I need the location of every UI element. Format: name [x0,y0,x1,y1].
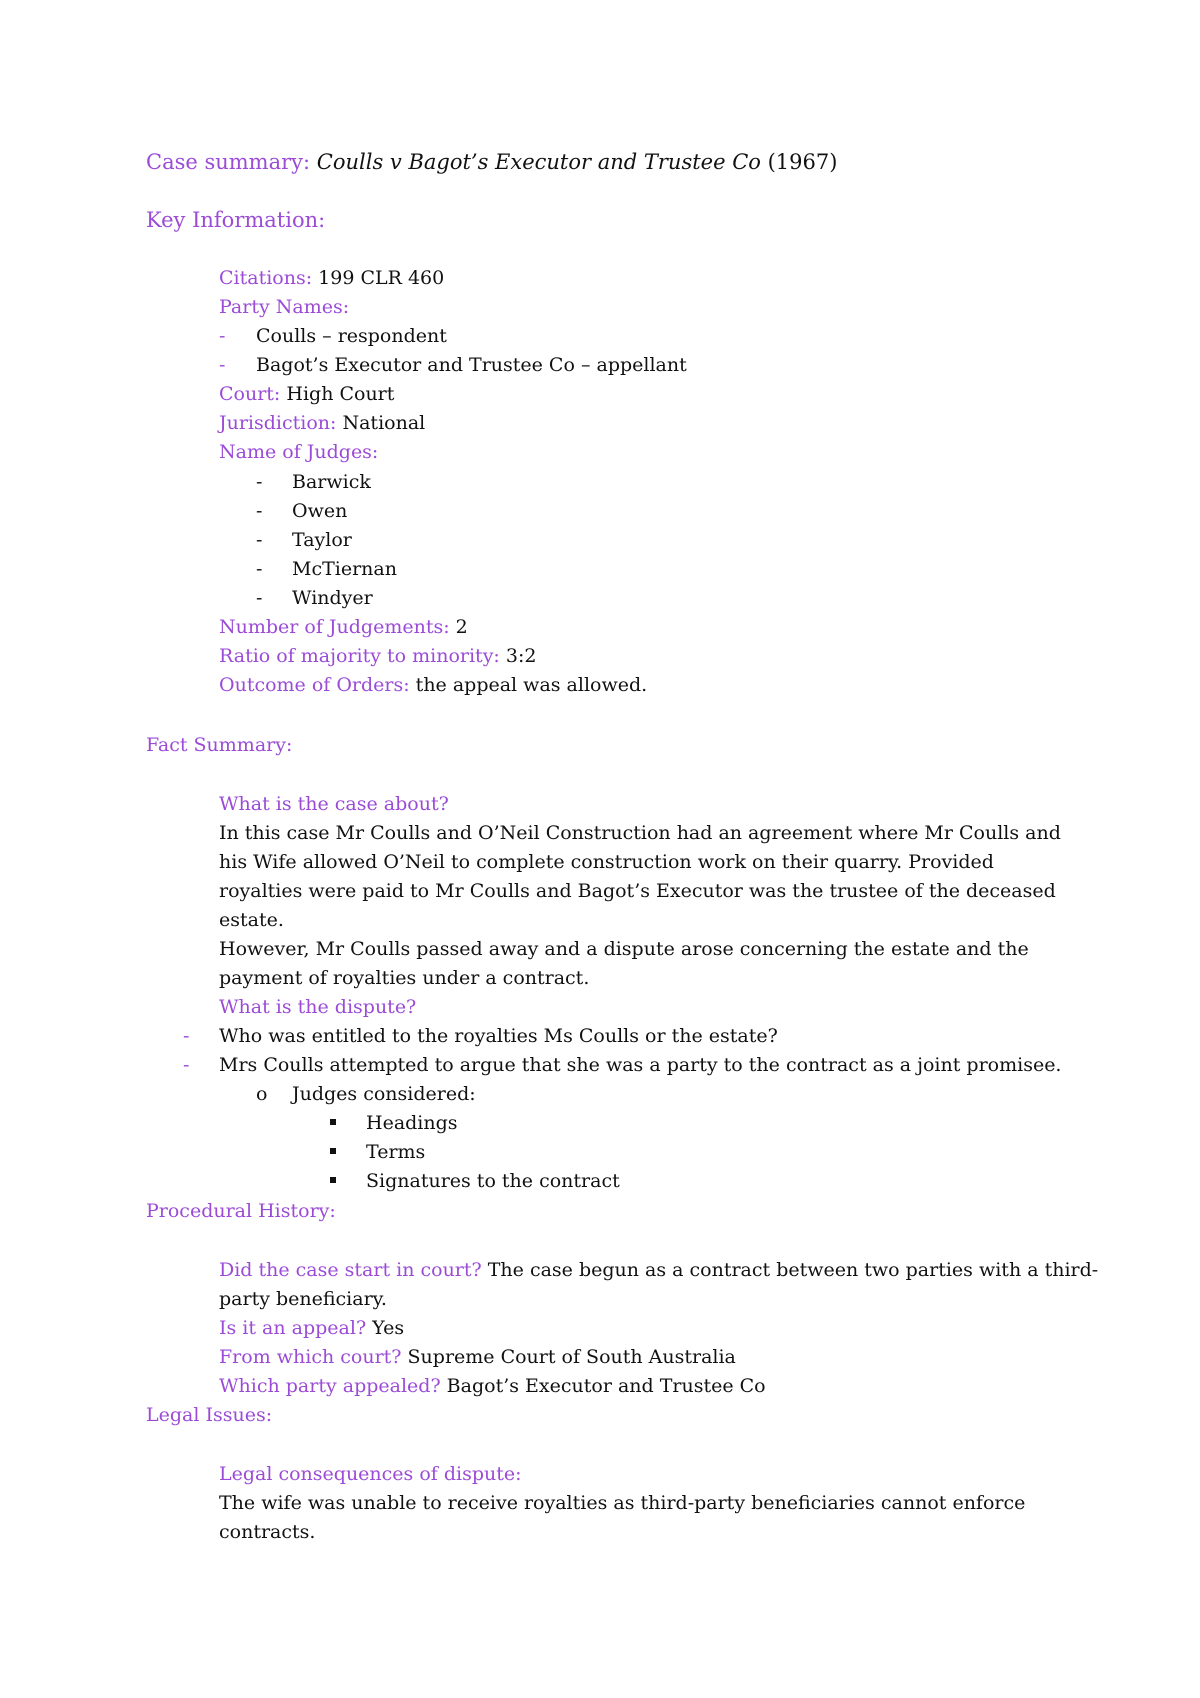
paragraph-line: The wife was unable to receive royalties as third-party beneficiaries cannot enforce [219,1492,1026,1514]
ratio-row [219,644,536,668]
question-start: Did the case start in court? [219,1259,482,1281]
dash-bullet: - [256,471,263,493]
ratio-value: 3:2 [499,645,537,667]
jurisdiction-label: Jurisdiction: [219,412,337,434]
dispute-point: Mrs Coulls attempted to argue that she was a party to the contract as a joint promisee. [219,1054,1062,1076]
case-year: (1967) [760,150,838,174]
paragraph-line: However, Mr Coulls passed away and a dispute arose concerning the estate and the [219,938,1029,960]
question-consequences: Legal consequences of dispute: [219,1463,522,1485]
legal-issues-heading: Legal Issues: [146,1404,273,1426]
dash-bullet: - [256,587,263,609]
paragraph-line: his Wife allowed O’Neil to complete construction work on their quarry. Provided [219,851,994,873]
considered-item: Signatures to the contract [366,1170,620,1192]
citations-row [219,266,444,290]
paragraph-line: estate. [219,909,284,931]
paragraph-line: contracts. [219,1521,316,1543]
party-names-label: Party Names: [219,296,350,318]
court-label: Court: [219,383,281,405]
outcome-label: Outcome of Orders: [219,674,410,696]
circle-bullet: o [256,1083,268,1105]
judge-name: Windyer [292,587,373,609]
judgements-value: 2 [449,616,468,638]
considered-item: Headings [366,1112,458,1134]
question-case-about: What is the case about? [219,793,449,815]
question-party-appealed: Which party appealed? [219,1375,441,1397]
dispute-point: Who was entitled to the royalties Ms Coulls or the estate? [219,1025,778,1047]
title-label: Case summary: [146,150,317,174]
outcome-value: the appeal was allowed. [409,674,648,696]
appeal-row [219,1316,404,1340]
procedural-history-heading: Procedural History: [146,1200,336,1222]
start-court-row [219,1258,1098,1282]
party-appealed-value: Bagot’s Executor and Trustee Co [440,1375,766,1397]
paragraph-line: payment of royalties under a contract. [219,967,590,989]
outcome-row [219,673,647,697]
square-bullet [330,1111,336,1135]
party-text: Coulls – respondent [256,325,447,347]
ratio-label: Ratio of majority to minority: [219,645,500,667]
party-appealed-row [219,1374,766,1398]
judge-name: Taylor [292,529,352,551]
dash-bullet: - [183,1054,190,1076]
key-information-heading: Key Information: [146,208,326,232]
considered-item: Terms [366,1141,426,1163]
jurisdiction-value: National [336,412,426,434]
question-appeal: Is it an appeal? [219,1317,367,1339]
from-court-value: Supreme Court of South Australia [401,1346,736,1368]
dash-bullet: - [256,500,263,522]
judge-name: Owen [292,500,348,522]
question-from-court: From which court? [219,1346,402,1368]
court-row [219,382,394,406]
judges-label: Name of Judges: [219,441,379,463]
judge-name: McTiernan [292,558,397,580]
court-value: High Court [280,383,395,405]
jurisdiction-row [219,411,425,435]
fact-summary-heading: Fact Summary: [146,734,293,756]
question-dispute: What is the dispute? [219,996,417,1018]
party-text: Bagot’s Executor and Trustee Co – appellant [256,354,687,376]
party-item [219,324,225,348]
case-name: Coulls v Bagot’s Executor and Trustee Co [316,150,761,174]
judge-name: Barwick [292,471,371,493]
from-court-row [219,1345,736,1369]
square-bullet [330,1169,336,1193]
dash-bullet: - [256,558,263,580]
citations-label: Citations: [219,267,313,289]
judges-considered-label: Judges considered: [292,1083,476,1105]
party-item [219,353,225,377]
document-title [146,149,837,175]
dash-bullet: - [219,354,226,376]
judgements-label: Number of Judgements: [219,616,450,638]
start-value-continued: party beneficiary. [219,1288,387,1310]
dash-bullet: - [256,529,263,551]
paragraph-line: In this case Mr Coulls and O’Neil Construction had an agreement where Mr Coulls and [219,822,1061,844]
start-value: The case begun as a contract between two parties with a third- [481,1259,1099,1281]
dash-bullet: - [183,1025,190,1047]
citations-value: 199 CLR 460 [312,267,445,289]
dash-bullet: - [219,325,226,347]
appeal-value: Yes [366,1317,405,1339]
judgements-row [219,615,468,639]
paragraph-line: royalties were paid to Mr Coulls and Bagot’s Executor was the trustee of the deceased [219,880,1056,902]
square-bullet [330,1140,336,1164]
